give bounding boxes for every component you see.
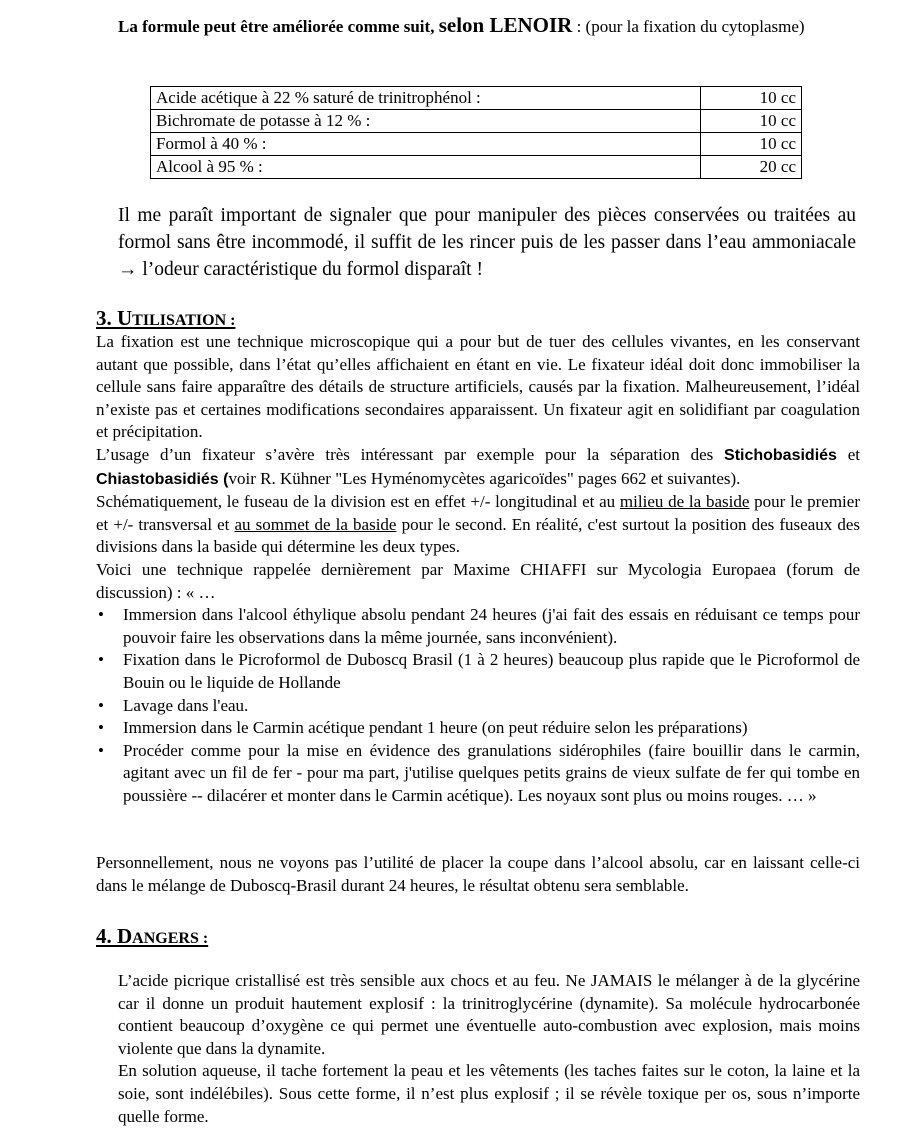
table-row xyxy=(151,110,802,133)
utilisation-conclusion: Personnellement, nous ne voyons pas l’utilité de placer la coupe dans l’alcool absolu, car en laissant celle-ci dans le mélange de Duboscq-Brasil durant 24 heures, le résultat obtenu sera semblable. xyxy=(96,853,860,895)
table-row xyxy=(151,156,802,179)
underline-sommet: au sommet de la baside xyxy=(234,514,397,534)
recipe-table xyxy=(150,86,802,179)
list-item: • Procéder comme pour la mise en évidence des granulations sidérophiles (faire bouillir dans le carmin, agitant avec un fil de fer - pour ma part, j'utilise quelques petits grains de vieux sulfate de fer qui tombe en poussière -- dilacérer et monter dans le Carmin acétique). Les noyaux sont plus ou moins rouges. … » xyxy=(96,740,860,808)
arrow-icon: → xyxy=(118,259,138,280)
section-4-title: ANGERS : xyxy=(132,930,209,947)
section-3-heading xyxy=(96,306,235,331)
p3-text-c: pour le second. En réalité, c'est surtout la position des fuseaux des divisions dans la baside qui détermine les deux types. xyxy=(96,514,860,557)
utilisation-paragraph-3 xyxy=(96,491,860,559)
intro-lenoir: selon LENOIR xyxy=(438,13,573,37)
p2-text-c: et xyxy=(836,444,860,464)
p2-text-a: L’usage d’un fixateur s’avère très intéressant par exemple pour la séparation des xyxy=(96,444,725,464)
dangers-paragraph-1: L’acide picrique cristallisé est très sensible aux chocs et au feu. Ne JAMAIS le mélanger à de la glycérine car il donne un produit hautement explosif : la trinitroglycérine (dynamite). Sa molécule hydrocarbonée contient beaucoup d’oxygène ce qui permet une éventuelle auto-combustion avec explosion, mais moins violente que dans la dynamite. xyxy=(118,971,860,1058)
section-3-title: TILISATION : xyxy=(132,312,236,329)
note-text-after: l’odeur caractéristique du formol disparaît ! xyxy=(137,259,483,280)
p3-text-b: pour le premier et +/- transversal et xyxy=(96,492,860,534)
utilisation-paragraph-2 xyxy=(96,444,860,491)
recipe-quantity: 10 cc xyxy=(701,133,802,156)
note-text-before: Il me paraît important de signaler que pour manipuler des pièces conservées ou traitées au formol sans être incommodé, il suffit de les rincer puis de les passer dans l’eau ammoniacale xyxy=(118,205,856,253)
underline-milieu: milieu de la baside xyxy=(619,492,750,512)
list-item: • Fixation dans le Picroformol de Duboscq Brasil (1 à 2 heures) beaucoup plus rapide que le Picroformol de Bouin ou le liquide de Hollande xyxy=(96,649,860,694)
utilisation-paragraph-1: La fixation est une technique microscopique qui a pour but de tuer des cellules vivantes, en les conservant autant que possible, dans l’état qu’elles affichaient en étant en vie. Le fixateur idéal doit donc immobiliser la cellule sans faire apparaître des détails de structure artificiels, causés par la fixation. Malheureusement, l’idéal n’existe pas et certaines modifications secondaires apparaissent. Un fixateur agit en solidifiant par coagulation et précipitation. xyxy=(96,332,860,442)
recipe-ingredient: Formol à 40 % : xyxy=(151,133,701,156)
term-stichobasidies: Stichobasidiés xyxy=(724,446,837,464)
recipe-ingredient: Acide acétique à 22 % saturé de trinitrophénol : xyxy=(151,87,701,110)
recipe-quantity: 10 cc xyxy=(701,110,802,133)
recipe-quantity: 10 cc xyxy=(701,87,802,110)
dangers-paragraph-2: En solution aqueuse, il tache fortement la peau et les vêtements (les taches faites sur le coton, la laine et la soie, sont indélébiles). Sous cette forme, il n’est plus explosif ; il se révèle toxique per os, sous n’importe quelle forme. xyxy=(118,1061,860,1126)
intro-paragraph xyxy=(118,14,860,38)
table-row xyxy=(151,87,802,110)
list-item: • Immersion dans l'alcool éthylique absolu pendant 24 heures (j'ai fait des essais en réduisant ce temps pour pouvoir faire les observations dans la même journée, sans inconvénient). xyxy=(96,604,860,649)
recipe-ingredient: Alcool à 95 % : xyxy=(151,156,701,179)
section-3-number: 3. U xyxy=(96,306,133,330)
section-3-body xyxy=(96,331,860,807)
intro-rest: : (pour la fixation du cytoplasme) xyxy=(572,17,805,36)
list-item: • Lavage dans l'eau. xyxy=(96,695,860,718)
utilisation-paragraph-4: Voici une technique rappelée dernièrement par Maxime CHIAFFI sur Mycologia Europaea (forum de discussion) : « … xyxy=(96,559,860,602)
formol-note xyxy=(118,202,856,283)
recipe-ingredient: Bichromate de potasse à 12 % : xyxy=(151,110,701,133)
section-4-number: 4. D xyxy=(96,924,133,948)
p3-text-a: Schématiquement, le fuseau de la division est en effet +/- longitudinal et au xyxy=(96,492,620,512)
p2-text-d: voir R. Kühner "Les Hyménomycètes agaricoïdes" pages 662 et suivantes). xyxy=(228,468,741,488)
term-chiastobasidies: Chiastobasidiés ( xyxy=(96,470,229,488)
intro-bold: La formule peut être améliorée comme suit, xyxy=(118,17,439,36)
recipe-quantity: 20 cc xyxy=(701,156,802,179)
technique-list xyxy=(96,604,860,807)
list-item: • Immersion dans le Carmin acétique pendant 1 heure (on peut réduire selon les préparations) xyxy=(96,717,860,740)
section-4-body xyxy=(118,970,860,1128)
section-4-heading xyxy=(96,924,208,949)
table-row xyxy=(151,133,802,156)
